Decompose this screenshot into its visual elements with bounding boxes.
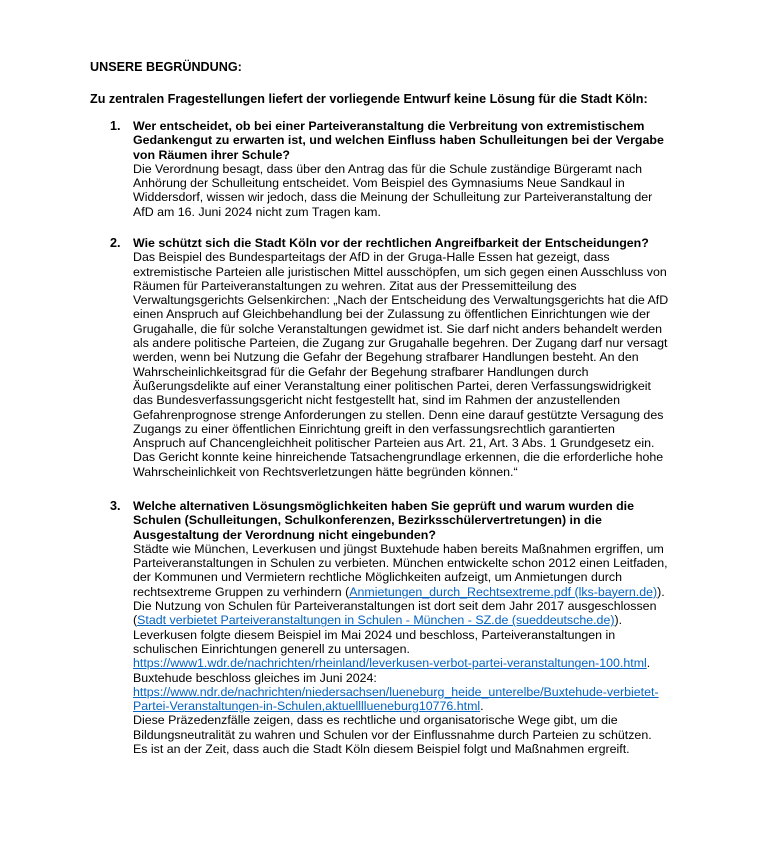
paragraph-line [133,685,693,699]
paragraph-line: Städte wie München, Leverkusen und jüngst Buxtehude haben bereits Maßnahmen ergriffen, um [133,541,664,556]
document-title: UNSERE BEGRÜNDUNG: [90,60,242,74]
item-body [133,119,693,219]
paragraph-line: Gefahrenprognose strenge Anforderungen zu stellen. Denn eine darauf gestützte Versagung des [133,407,664,422]
paragraph-line: Wahrscheinlichkeitsgrad für die Gefahr der Begehung strafbarer Handlungen durch [133,364,589,379]
question-line: Ausgestaltung der Verordnung nicht eingebunden? [133,527,436,542]
paragraph-line: Das Gericht konnte keine hinreichende Tatsachengrundlage erkennen, die die erforderliche hohe [133,450,664,465]
paragraph-line: Das Beispiel des Bundesparteitags der AfD in der Gruga-Halle Essen hat gezeigt, dass [133,250,610,265]
paragraph-line: einen Anspruch auf Gleichbehandlung bei der Zulassung zu öffentlichen Einrichtungen wie der [133,307,651,322]
intro-statement: Zu zentralen Fragestellungen liefert der vorliegende Entwurf keine Lösung für die Stadt Köln: [90,92,648,106]
question-line: Wer entscheidet, ob bei einer Parteiveranstaltung die Verbreitung von extremistischem [133,119,645,133]
paragraph-line: https://www1.wdr.de/nachrichten/rheinland/leverkusen-verbot-partei-veranstaltungen-100.html. [133,656,651,671]
paragraph-line: Grugahalle, die für solche Veranstaltungen gewidmet ist. Sie darf nicht anders behandelt werden [133,321,662,336]
paragraph-line: Anspruch auf Chancengleichheit politischer Parteien aus Art. 21, Art. 3 Abs. 1 Grundgesetz ein. [133,436,655,451]
paragraph-line: schulischen Einrichtungen generell zu untersagen. [133,641,410,656]
paragraph-line: Zugangs zu einer öffentlichen Einrichtung greift in den verfassungsrechtlich garantierten [133,421,615,436]
paragraph-line: AfD am 16. Juni 2024 nicht zum Tragen kam. [133,204,381,219]
question-line: Welche alternativen Lösungsmöglichkeiten haben Sie geprüft und warum wurden die [133,499,634,513]
paragraph-line: als andere politische Parteien, die Zugang zur Grugahalle begehren. Der Zugang darf nur versagt [133,336,668,351]
paragraph-line: Räumen für Parteiveranstaltungen zu wehren. Zitat aus der Pressemitteilung des [133,278,577,293]
wdr-link[interactable]: https://www1.wdr.de/nachrichten/rheinland/leverkusen-verbot-partei-veranstaltungen-100.html [133,656,647,671]
paragraph-line: Partei-Veranstaltungen-in-Schulen,aktuellllueneburg10776.html. [133,699,484,714]
paragraph-line: Äußerungsdelikte auf einer Veranstaltung einer politischen Partei, deren Verfassungswidrigkeit [133,378,651,393]
sueddeutsche-link[interactable]: Stadt verbietet Parteiveranstaltungen in Schulen - München - SZ.de (sueddeutsche.de) [137,613,615,628]
item-body [133,236,693,479]
paragraph-line: rechtsextreme Gruppen zu verhindern (Anmietungen_durch_Rechtsextreme.pdf (lks-bayern.de)). [133,584,665,599]
paragraph-line: Verwaltungsgerichts Gelsenkirchen: „Nach der Entscheidung des Verwaltungsgerichts hat die AfD [133,293,669,308]
paragraph-line: Buxtehude beschloss gleiches im Juni 2024: [133,670,377,685]
paragraph-line: Anhörung der Schulleitung entscheidet. Vom Beispiel des Gymnasiums Neue Sandkaul in [133,176,625,191]
paragraph-line: werden, wenn bei Nutzung die Gefahr der Begehung strafbarer Handlungen besteht. An den [133,350,639,365]
paragraph-line: Bildungsneutralität zu wahren und Schulen vor der Einflussnahme durch Parteien zu schützen. [133,727,652,742]
paragraph-line: Die Verordnung besagt, dass über den Antrag das für die Schule zuständige Bürgeramt nach [133,161,643,176]
paragraph-line: Widdersdorf, wissen wir jedoch, dass die Meinung der Schulleitung zur Parteiveranstaltung der [133,190,653,205]
paragraph-line: Parteiveranstaltungen in Schulen zu verbieten. München entwickelte schon 2012 einen Leitfaden, [133,556,668,571]
item-body [133,499,693,756]
ndr-link-continued[interactable]: Partei-Veranstaltungen-in-Schulen,aktuellllueneburg10776.html [133,699,481,714]
question-line: Wie schützt sich die Stadt Köln vor der rechtlichen Angreifbarkeit der Entscheidungen? [133,236,649,250]
paragraph-line: Leverkusen folgte diesem Beispiel im Mai 2024 und beschloss, Parteiveranstaltungen in [133,627,616,642]
lks-bayern-link[interactable]: Anmietungen_durch_Rechtsextreme.pdf (lks-bayern.de) [349,584,658,599]
item-number: 3. [110,499,121,513]
item-number: 2. [110,236,121,250]
question-line: Schulen (Schulleitungen, Schulkonferenzen, Bezirksschülervertretungen) in die [133,513,602,528]
question-line: von Räumen ihrer Schule? [133,147,290,162]
question-line: Gedankengut zu erwarten ist, und welchen Einfluss haben Schulleitungen bei der Vergabe [133,133,664,148]
paragraph-line: Diese Präzedenzfälle zeigen, dass es rechtliche und organisatorische Wege gibt, um die [133,713,618,728]
paragraph-line: das Bundesverfassungsgericht nicht festgestellt hat, sind im Rahmen der anzustellenden [133,393,620,408]
paragraph-line: extremistische Parteien alle juristischen Mittel ausschöpfen, um sich gegen einen Ausschluss von [133,264,667,279]
item-number: 1. [110,119,121,133]
paragraph-line: Die Nutzung von Schulen für Parteiveranstaltungen ist dort seit dem Jahr 2017 ausgeschlossen [133,599,657,614]
paragraph-line: (Stadt verbietet Parteiveranstaltungen in Schulen - München - SZ.de (sueddeutsche.de)). [133,613,623,628]
paragraph-line: Es ist an der Zeit, dass auch die Stadt Köln diesem Beispiel folgt und Maßnahmen ergreift. [133,742,630,757]
paragraph-line: Wahrscheinlichkeit von Rechtsverletzungen hätte begründen können.“ [133,464,518,479]
paragraph-line: der Kommunen und Vermietern rechtliche Möglichkeiten aufzeigt, um Anmietungen durch [133,570,623,585]
ndr-link[interactable]: https://www.ndr.de/nachrichten/niedersachsen/lueneburg_heide_unterelbe/Buxtehude-verbietet- [133,684,659,699]
